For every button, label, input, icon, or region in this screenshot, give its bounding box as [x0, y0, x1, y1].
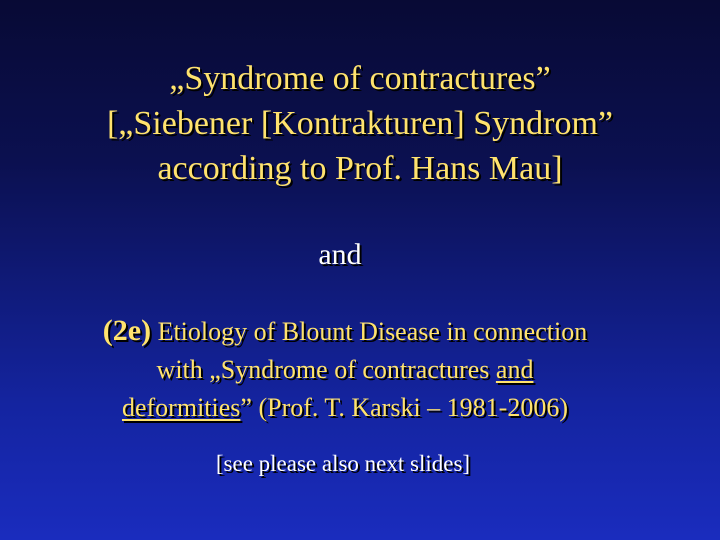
etiology-line-3-text: ” (Prof. T. Karski – 1981-2006) — [240, 393, 568, 422]
etiology-line-1 — [0, 312, 690, 351]
etiology-line-2-text: with „Syndrome of contractures — [156, 355, 496, 384]
and-connector-text: and — [318, 238, 362, 271]
etiology-paragraph — [0, 312, 690, 427]
underlined-and: and — [495, 355, 534, 384]
section-marker: (2e) — [102, 314, 152, 347]
title-line-2: [„Siebener [Kontrakturen] Syndrom” — [106, 105, 614, 142]
etiology-line-1-text: Etiology of Blount Disease in connection — [151, 317, 588, 346]
etiology-line-3 — [0, 389, 690, 427]
see-next-slides-note: [see please also next slides] — [215, 451, 471, 476]
title-line-1: „Syndrome of contractures” — [169, 60, 551, 97]
slide-title — [0, 56, 720, 191]
etiology-line-2 — [0, 351, 690, 389]
title-line-3: according to Prof. Hans Mau] — [157, 150, 563, 187]
underlined-deformities: deformities — [121, 393, 241, 422]
